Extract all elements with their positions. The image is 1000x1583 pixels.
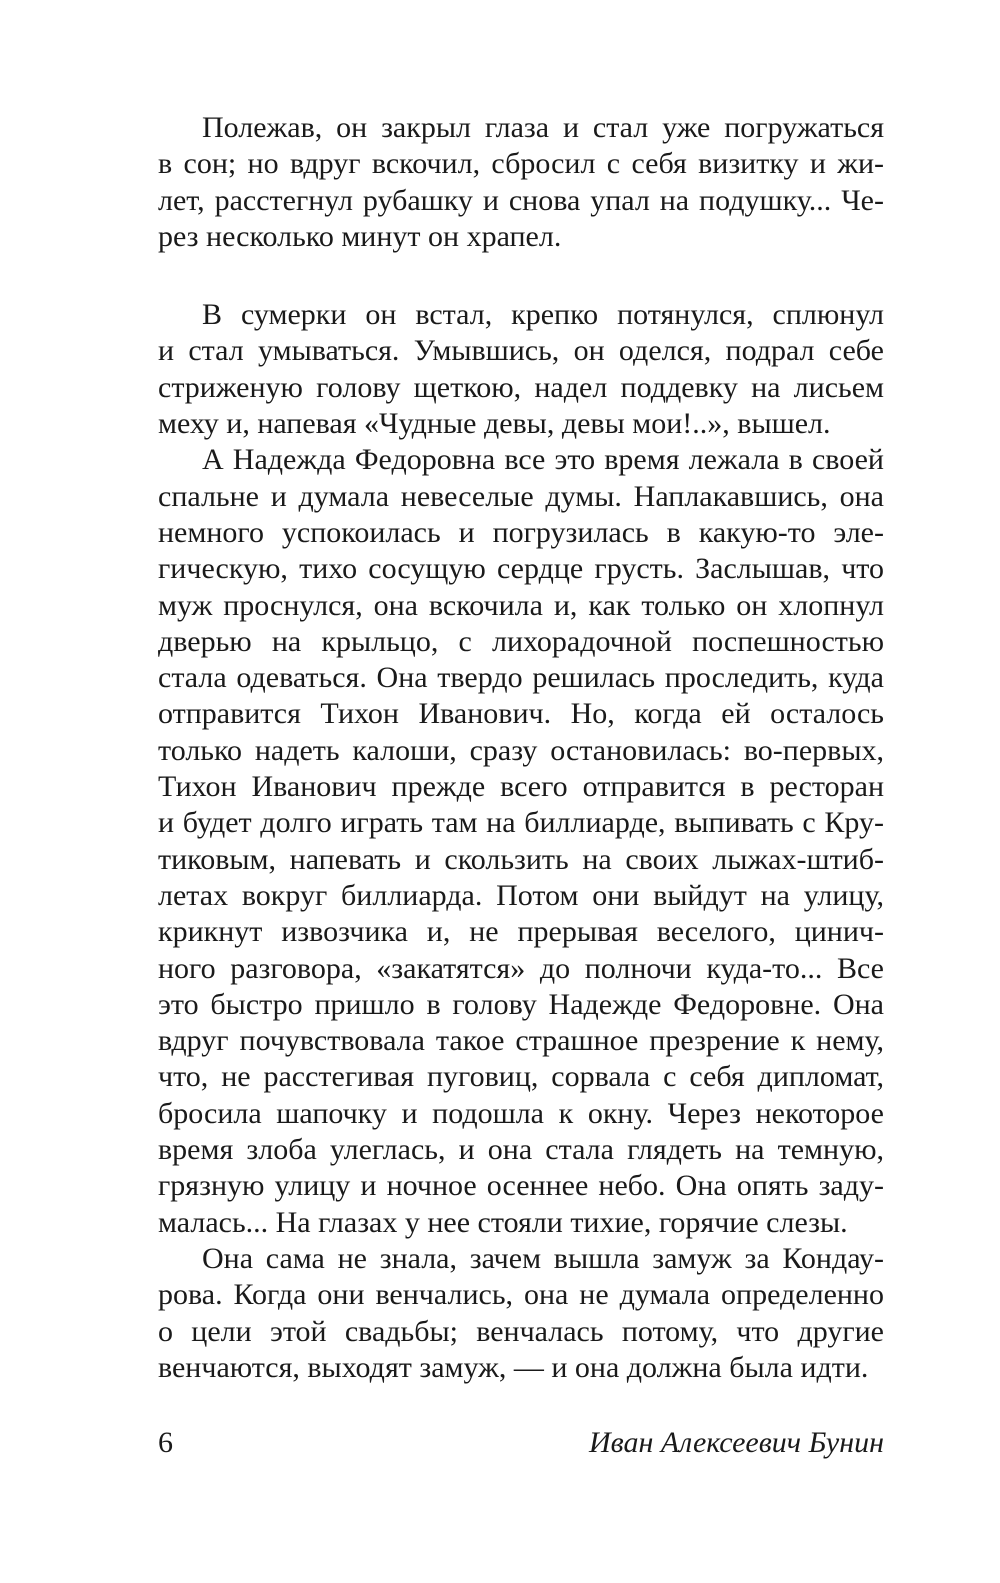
text-line: о цели этой свадьбы; венчалась потому, что другие [158,1314,884,1348]
running-footer-author: Иван Алексеевич Бунин [588,1426,884,1459]
text-line: стала одеваться. Она твердо решилась проследить, куда [158,661,884,695]
text-line: грязную улицу и ночное осеннее небо. Она опять заду- [158,1169,884,1203]
text-line: что, не расстегивая пуговиц, сорвала с себя дипломат, [158,1060,884,1094]
page-footer [158,1423,884,1463]
text-line: дверью на крыльцо, с лихорадочной поспешностью [158,624,884,658]
text-line: крикнут извозчика и, не прерывая веселого, цинич- [158,915,884,949]
book-page-body [158,110,884,1386]
text-line: тиковым, напевать и скользить на своих лыжах-штиб- [158,842,884,876]
text-line: вдруг почувствовала такое страшное презрение к нему, [158,1024,884,1058]
text-line: малась... На глазах у нее стояли тихие, горячие слезы. [158,1205,848,1239]
text-line: только надеть калоши, сразу остановилась: во-первых, [158,733,884,767]
text-line: Она сама не знала, зачем вышла замуж за Кондау- [202,1241,884,1275]
text-line: Полежав, он закрыл глаза и стал уже погружаться [202,111,884,144]
text-line: это быстро пришло в голову Надежде Федоровне. Она [158,987,884,1021]
text-line: муж проснулся, она вскочила и, как только он хлопнул [158,588,884,622]
text-line: рез несколько минут он храпел. [158,219,562,253]
text-line: ного разговора, «закатятся» до полночи куда-то... Все [158,951,884,985]
text-line: время злоба улеглась, и она стала глядеть на темную, [158,1133,884,1167]
text-line: и будет долго играть там на биллиарде, выпивать с Кру- [158,806,884,840]
section-break [158,255,884,297]
text-line: отправится Тихон Иванович. Но, когда ей осталось [158,697,884,731]
text-line: меху и, напевая «Чудные девы, девы мои!..», вышел. [158,407,831,441]
paragraph-4 [158,1241,884,1386]
text-line: немного успокоилась и погрузилась в какую-то эле- [158,515,884,549]
text-line: стриженую голову щеткою, надел поддевку на лисьем [158,370,884,404]
text-line: и стал умываться. Умывшись, он оделся, подрал себе [158,334,884,368]
paragraph-1 [158,110,884,255]
text-line: лет, расстегнул рубашку и снова упал на подушку... Че- [158,183,884,217]
paragraph-2 [158,297,884,442]
text-line: Тихон Иванович прежде всего отправится в ресторан [158,770,884,804]
text-line: гическую, тихо сосущую сердце грусть. Заслышав, что [158,552,884,586]
text-line: венчаются, выходят замуж, — и она должна была идти. [158,1350,869,1384]
text-line: бросила шапочку и подошла к окну. Через некоторое [158,1096,884,1130]
text-line: рова. Когда они венчались, она не думала определенно [158,1278,884,1312]
text-line: спальне и думала невеселые думы. Наплакавшись, она [158,479,884,513]
text-line: А Надежда Федоровна все это время лежала в своей [202,443,884,477]
text-line: летах вокруг биллиарда. Потом они выйдут на улицу, [158,878,884,912]
text-line: В сумерки он встал, крепко потянулся, сплюнул [202,298,884,332]
text-line: в сон; но вдруг вскочил, сбросил с себя визитку и жи- [158,147,884,181]
page-number: 6 [158,1426,173,1459]
paragraph-3 [158,442,884,1241]
